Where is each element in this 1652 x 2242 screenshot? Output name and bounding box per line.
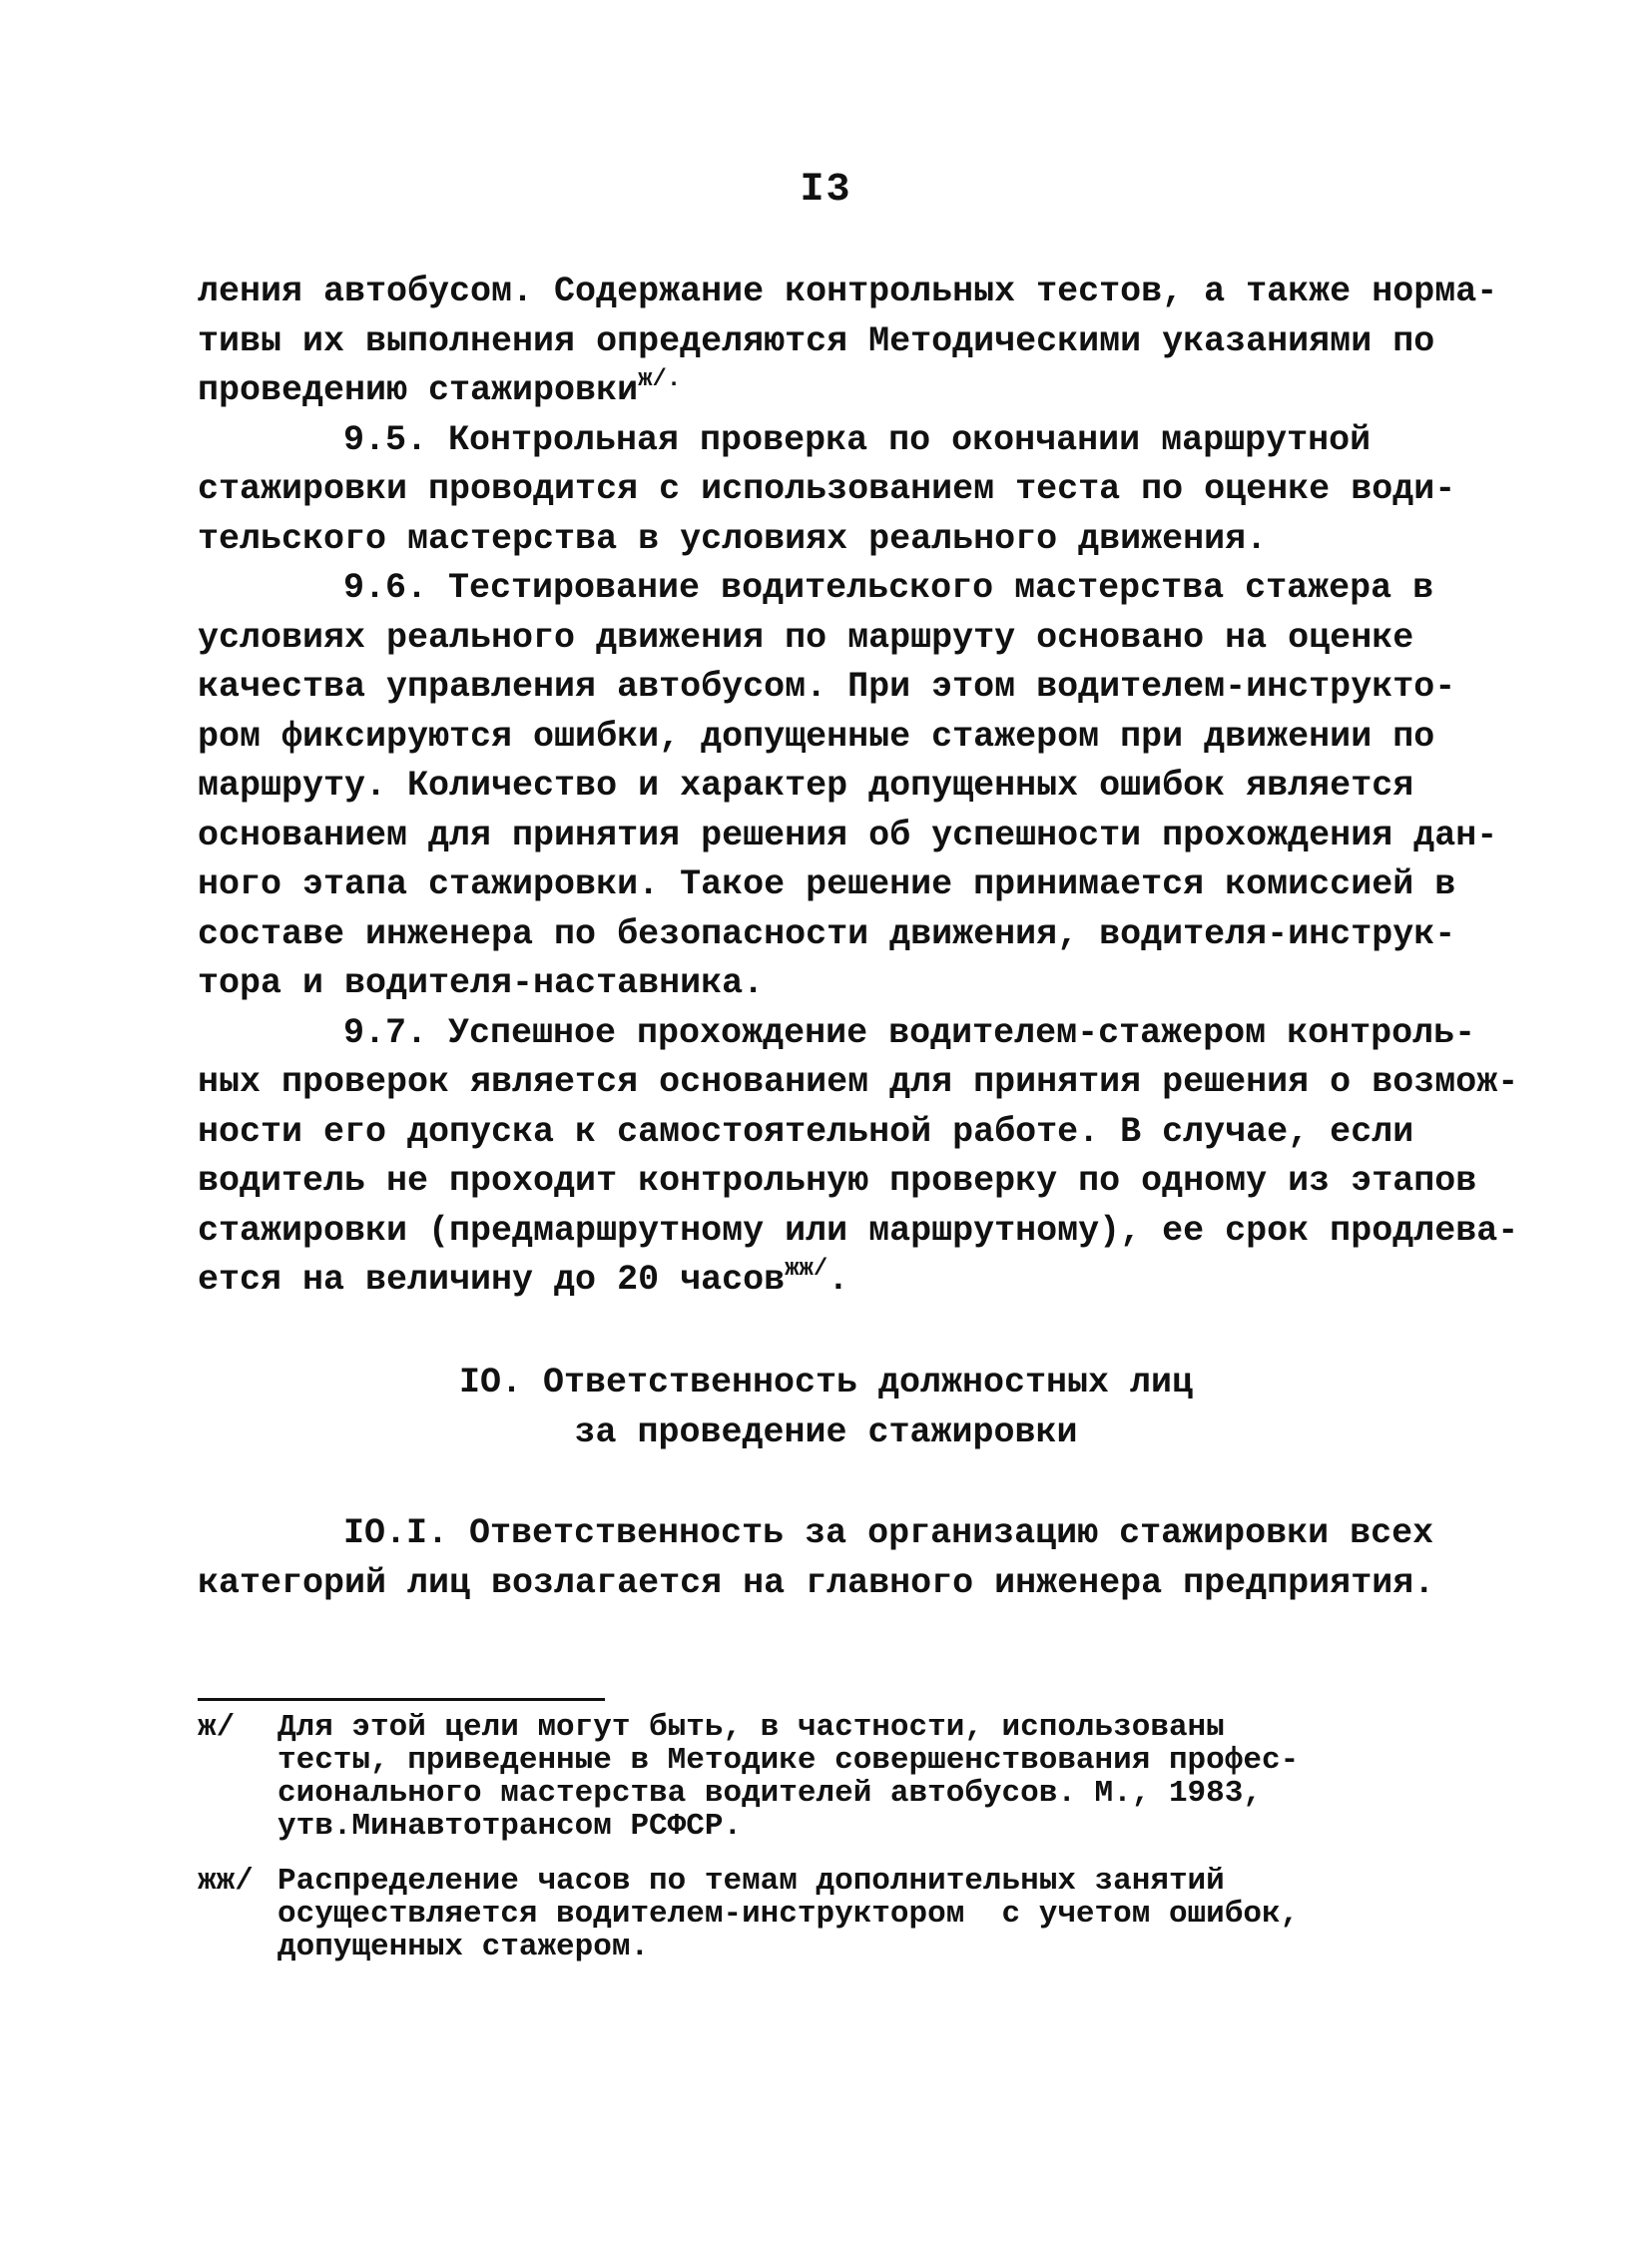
footnote-text [198,1865,1495,1963]
text-line [198,268,1498,317]
text-line-content: тора и водителя-наставника. [198,963,765,1003]
text-line [198,515,1495,565]
text-line-content: стажировки проводится с использованием теста по оценке води- [198,469,1456,509]
text-line [198,959,1495,1009]
text-line-content: стажировки (предмаршрутному или маршрутному), ее срок продлева- [198,1210,1519,1251]
text-line-content: ром фиксируются ошибки, допущенные стажером при движении по [198,716,1435,757]
section-heading-line-1: IO. Ответственность должностных лиц [458,1363,1194,1402]
footnote [198,1865,1495,1963]
text-line-content: 9.7. Успешное прохождение водителем-стажером контроль- [343,1012,1476,1053]
text-line [198,614,1495,664]
footnote-line: Распределение часов по темам дополнительных занятий [277,1864,1225,1899]
text-line-content: IO.I. Ответственность за организацию стажировки всех [343,1513,1434,1553]
text-line-content: ных проверок является основанием для принятия решения о возмож- [198,1062,1519,1102]
text-line-content: 9.5. Контрольная проверка по окончании маршрутной [343,419,1372,460]
footnote-text [198,1711,1495,1843]
text-line-content: 9.6. Тестирование водительского мастерства стажера в [343,568,1434,608]
text-line [198,713,1495,763]
footnote-line: осуществляется водителем-инструктором с учетом ошибок, [277,1897,1300,1932]
text-line [198,465,1495,515]
page-number: I3 [800,168,852,213]
footnote-label: жж/ [198,1864,254,1899]
text-line [198,416,1495,466]
text-line [198,812,1498,861]
footnote-reference: жж/ [785,1256,828,1283]
text-line-content: водитель не проходит контрольную проверку по одному из этапов [198,1161,1477,1201]
text-line-content: ности его допуска к самостоятельной работе. В случае, если [198,1111,1414,1152]
text-line-content: основанием для принятия решения об успешности прохождения дан- [198,815,1498,855]
text-line-content: проведению стажировки [198,370,639,410]
text-line [198,1559,1495,1609]
text-line-content: тельского мастерства в условиях реального движения. [198,518,1268,559]
text-line-content: условиях реального движения по маршруту основано на оценке [198,617,1414,658]
section-body [198,1509,1495,1608]
text-line [198,1157,1495,1207]
footnote-line: тесты, приведенные в Методике совершенствования профес- [277,1743,1300,1778]
text-line [198,366,1495,416]
text-line [198,663,1495,713]
text-line [198,564,1495,614]
footnote-line: утв.Минавтотрансом РСФСР. [277,1809,743,1844]
footnote-line: Для этой цели могут быть, в частности, использованы [277,1710,1225,1745]
text-line-content: тивы их выполнения определяются Методическими указаниями по [198,320,1435,361]
footnote [198,1711,1495,1843]
text-line [198,1509,1495,1559]
text-line-content: маршруту. Количество и характер допущенных ошибок является [198,766,1414,806]
text-line [198,1207,1519,1257]
text-line [198,1058,1519,1108]
footnote-line: сионального мастерства водителей автобусов. М., 1983, [277,1776,1262,1811]
text-line-content: ется на величину до 20 часов [198,1260,786,1300]
text-line [198,1009,1495,1059]
footnote-reference: ж/. [638,366,682,393]
footnote-divider [198,1698,605,1701]
text-line-content: ления автобусом. Содержание контрольных тестов, а также норма- [198,272,1498,311]
footnotes [198,1711,1495,1985]
text-line-content: составе инженера по безопасности движения, водителя-инструк- [198,913,1456,954]
text-line-content: ного этапа стажировки. Такое решение принимается комиссией в [198,864,1456,904]
text-line [198,317,1495,367]
footnote-label: ж/ [198,1710,236,1745]
text-line [198,910,1495,960]
body-text [198,268,1519,1306]
text-line-content: качества управления автобусом. При этом водителем-инструкто- [198,667,1456,707]
section-heading-line-2: за проведение стажировки [574,1412,1078,1452]
text-line-content: категорий лиц возлагается на главного инженера предприятия. [198,1562,1435,1603]
text-line [198,860,1495,910]
text-line-tail: . [827,1260,849,1300]
footnote-line: допущенных стажером. [277,1930,650,1964]
section-heading [0,1358,1652,1457]
text-line [198,1108,1495,1158]
text-line [198,762,1495,812]
text-line [198,1256,1495,1306]
